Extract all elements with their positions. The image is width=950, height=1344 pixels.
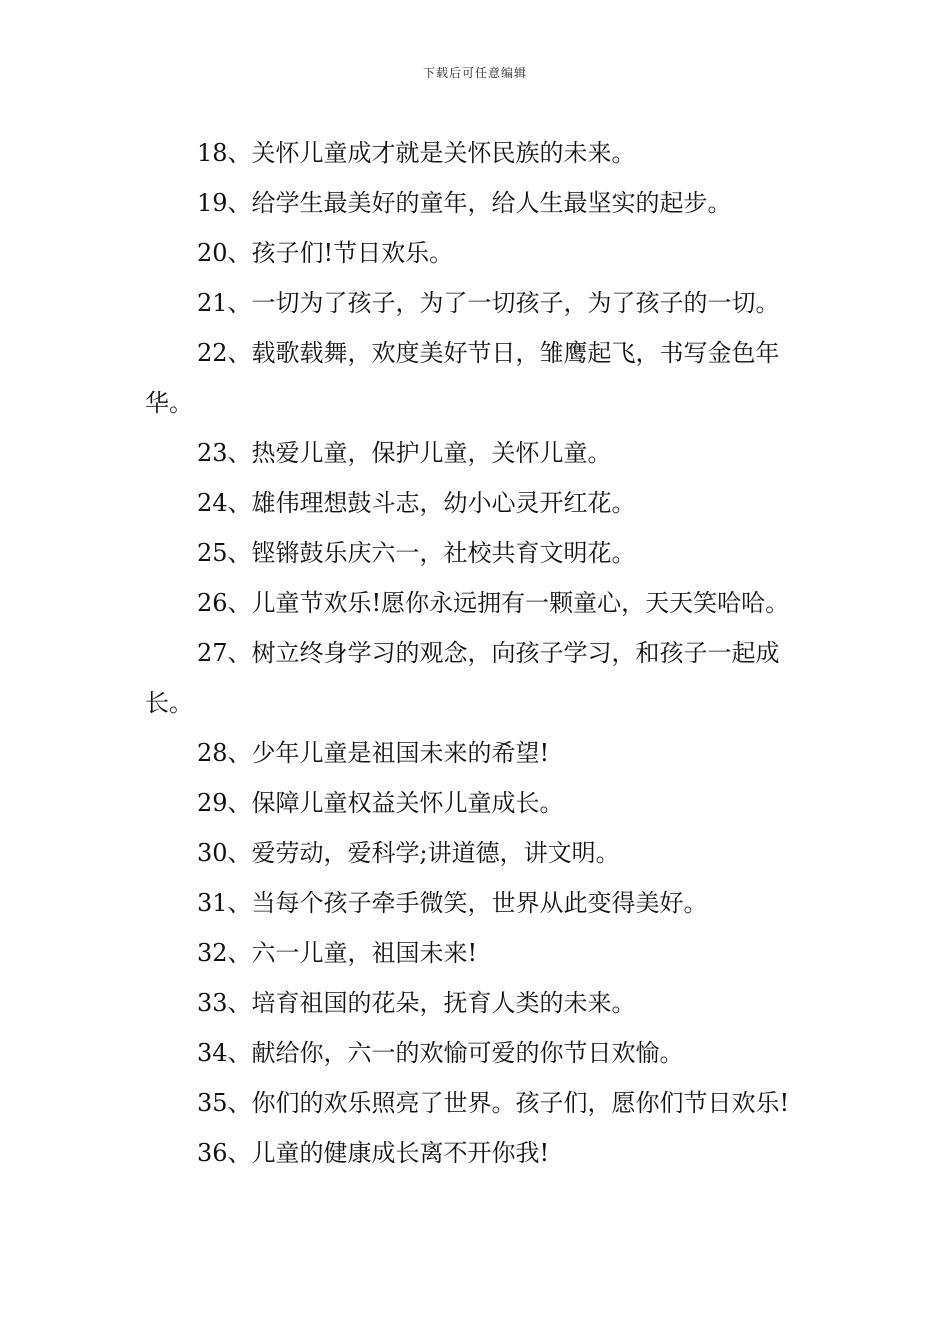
paragraph: 35、你们的欢乐照亮了世界。孩子们，愿你们节日欢乐!	[197, 1089, 790, 1117]
paragraph: 20、孩子们!节日欢乐。	[197, 239, 454, 267]
paragraph: 28、少年儿童是祖国未来的希望!	[197, 739, 550, 767]
paragraph: 30、爱劳动，爱科学;讲道德，讲文明。	[197, 839, 620, 867]
page-header: 下载后可任意编辑	[422, 66, 527, 80]
paragraph: 34、献给你，六一的欢愉可爱的你节日欢愉。	[197, 1039, 684, 1067]
paragraph: 24、雄伟理想鼓斗志，幼小心灵开红花。	[197, 489, 636, 517]
paragraph: 31、当每个孩子牵手微笑，世界从此变得美好。	[197, 889, 708, 917]
paragraph: 36、儿童的健康成长离不开你我!	[197, 1139, 550, 1167]
paragraph: 23、热爱儿童，保护儿童，关怀儿童。	[197, 439, 612, 467]
paragraph: 21、一切为了孩子，为了一切孩子，为了孩子的一切。	[197, 289, 780, 317]
paragraph: 29、保障儿童权益关怀儿童成长。	[197, 789, 564, 817]
paragraph: 18、关怀儿童成才就是关怀民族的未来。	[197, 139, 636, 167]
paragraph: 27、树立终身学习的观念，向孩子学习，和孩子一起成长。	[145, 639, 780, 717]
paragraph: 33、培育祖国的花朵，抚育人类的未来。	[197, 989, 636, 1017]
paragraph: 22、载歌载舞，欢度美好节日，雏鹰起飞，书写金色年华。	[145, 339, 780, 417]
paragraph: 26、儿童节欢乐!愿你永远拥有一颗童心，天天笑哈哈。	[197, 589, 790, 617]
paragraph: 19、给学生最美好的童年，给人生最坚实的起步。	[197, 189, 732, 217]
document-body	[145, 128, 810, 1178]
paragraph: 32、六一儿童，祖国未来!	[197, 939, 478, 967]
paragraph: 25、铿锵鼓乐庆六一，社校共育文明花。	[197, 539, 636, 567]
